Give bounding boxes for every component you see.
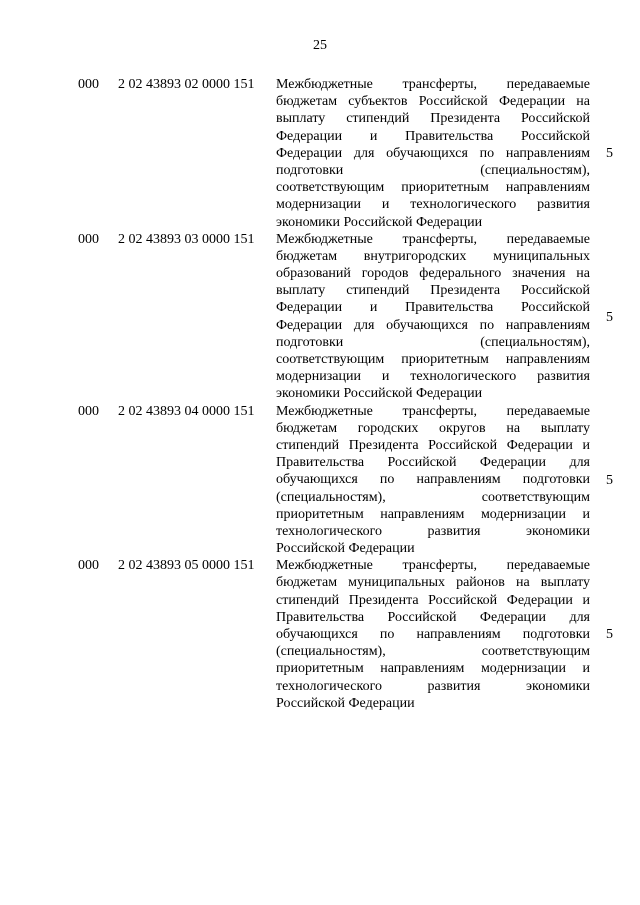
- name-line: соответствующим приоритетным направлениям: [276, 180, 590, 196]
- name-line: бюджетам городских округов на выплату: [276, 420, 590, 436]
- name-line: Российской Федерации: [276, 541, 415, 557]
- budget-classification-code: 2 02 43893 02 0000 151: [118, 77, 255, 92]
- amount: 5: [606, 146, 613, 161]
- amount: 5: [606, 472, 613, 488]
- budget-table: [0, 76, 640, 712]
- name-line: Российской Федерации: [276, 695, 415, 711]
- name-line: технологического развития экономики: [276, 523, 590, 539]
- name-line: приоритетным направлениям модернизации и: [276, 661, 590, 677]
- admin-code: 000: [78, 77, 99, 92]
- table-row: [0, 231, 640, 403]
- name-line: бюджетам муниципальных районов на выплату: [276, 575, 590, 591]
- name-line: Правительства Российской Федерации для: [276, 609, 590, 625]
- name-line: экономики Российской Федерации: [276, 214, 483, 230]
- revenue-name: [276, 557, 590, 712]
- name-line: Федерации и Правительства Российской: [276, 128, 590, 144]
- budget-classification-code: 2 02 43893 03 0000 151: [118, 231, 255, 247]
- name-line: образований городов федерального значения на: [276, 266, 590, 282]
- name-line: стипендий Президента Российской Федерации и: [276, 437, 590, 453]
- name-line: (специальностям), соответствующим: [276, 489, 590, 505]
- name-line: обучающихся по направлениям подготовки: [276, 472, 590, 488]
- amount: 5: [606, 627, 613, 643]
- admin-code: 000: [78, 558, 99, 574]
- name-line: Федерации для обучающихся по направлениям: [276, 317, 590, 333]
- name-line: бюджетам субъектов Российской Федерации на: [276, 94, 590, 110]
- budget-classification-code: 2 02 43893 05 0000 151: [118, 558, 255, 574]
- admin-code: 000: [78, 231, 99, 247]
- name-line: стипендий Президента Российской Федерации и: [276, 592, 590, 608]
- table-row: [0, 403, 640, 558]
- name-line: обучающихся по направлениям подготовки: [276, 627, 590, 642]
- name-line: модернизации и технологического развития: [276, 369, 590, 385]
- name-line: Федерации для обучающихся по направлениям: [276, 145, 590, 161]
- name-line: подготовки (специальностям),: [276, 334, 590, 350]
- admin-code: 000: [78, 403, 99, 419]
- name-line: Федерации и Правительства Российской: [276, 300, 590, 316]
- page-number: 25: [313, 38, 327, 53]
- name-line: выплату стипендий Президента Российской: [276, 283, 590, 299]
- budget-classification-code: 2 02 43893 04 0000 151: [118, 403, 255, 419]
- name-line: Правительства Российской Федерации для: [276, 455, 590, 471]
- table-row: [0, 557, 640, 712]
- amount: 5: [606, 309, 613, 325]
- revenue-name: [276, 231, 590, 403]
- name-line: приоритетным направлениям модернизации и: [276, 506, 590, 522]
- name-line: соответствующим приоритетным направлениям: [276, 352, 590, 367]
- revenue-name: [276, 76, 590, 231]
- name-line: Межбюджетные трансферты, передаваемые: [276, 231, 590, 247]
- name-line: технологического развития экономики: [276, 678, 590, 694]
- name-line: Межбюджетные трансферты, передаваемые: [276, 77, 590, 92]
- name-line: Межбюджетные трансферты, передаваемые: [276, 558, 590, 574]
- table-row: [0, 76, 640, 231]
- name-line: Межбюджетные трансферты, передаваемые: [276, 403, 590, 419]
- revenue-name: [276, 403, 590, 558]
- name-line: модернизации и технологического развития: [276, 197, 590, 213]
- name-line: бюджетам внутригородских муниципальных: [276, 248, 590, 264]
- name-line: (специальностям), соответствующим: [276, 644, 590, 660]
- name-line: экономики Российской Федерации: [276, 386, 483, 402]
- name-line: подготовки (специальностям),: [276, 162, 590, 178]
- name-line: выплату стипендий Президента Российской: [276, 111, 590, 127]
